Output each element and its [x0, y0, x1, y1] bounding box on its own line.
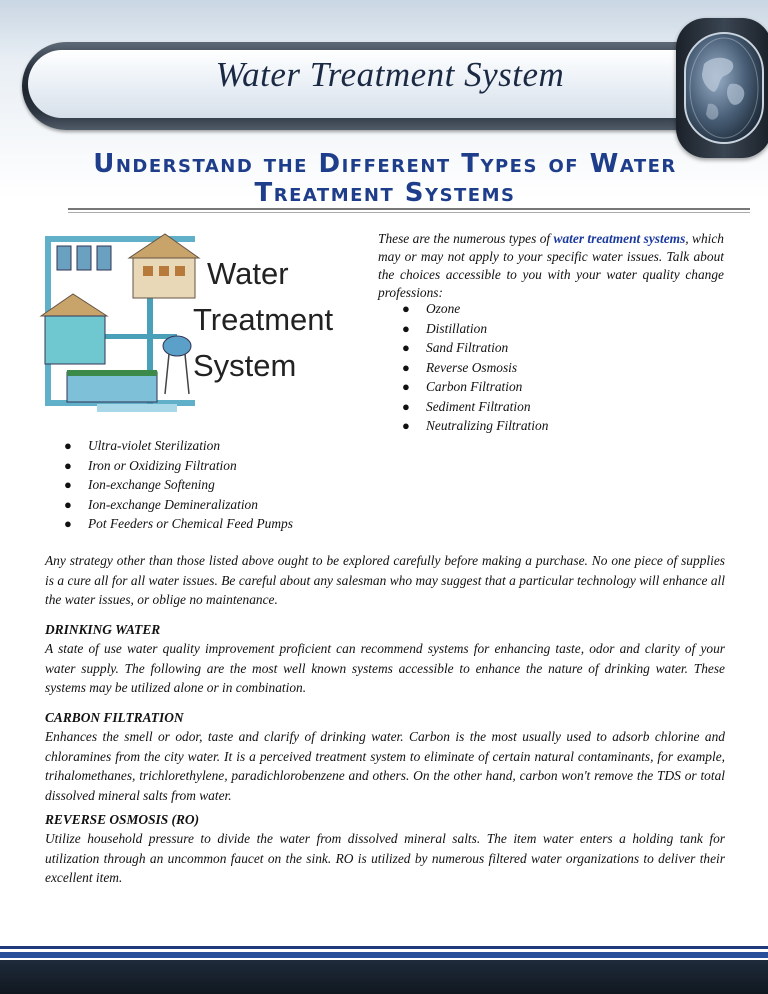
- bullet-icon: ●: [402, 320, 410, 336]
- reverse-osmosis-paragraph: Utilize household pressure to divide the water from dissolved mineral salts. The item water enters a holding tank for utilization through an uncommon faucet on the sink. RO is utilized by numerous filtered water organizations to deliver their excellent item.: [45, 831, 725, 885]
- list-item-label: Ultra-violet Sterilization: [88, 438, 221, 453]
- section-heading: Understand the Different Types of Water Treatment Systems: [93, 149, 677, 208]
- types-list-right: [400, 299, 548, 436]
- figure-label-line3: System: [193, 348, 297, 383]
- water-treatment-systems-link[interactable]: water treatment systems: [553, 231, 686, 246]
- types-list-left: [62, 436, 293, 534]
- heading-divider-thin: [68, 212, 750, 213]
- water-treatment-illustration: [37, 224, 367, 416]
- intro-prefix: These are the numerous types of: [378, 231, 554, 246]
- list-item: [62, 436, 293, 456]
- list-item-label: Ozone: [426, 301, 461, 316]
- drinking-water-paragraph: A state of use water quality improvement proficient can recommend systems for enhancing taste, odor and clarity of your water supply. The following are the most well known systems accessible to enhance the nature of drinking water. These systems may be utilized alone or in combination.: [45, 641, 725, 695]
- list-item-label: Iron or Oxidizing Filtration: [88, 457, 237, 473]
- bullet-icon: ●: [402, 340, 410, 355]
- carbon-filtration-paragraph: Enhances the smell or odor, taste and clarify of drinking water. Carbon is the most usually used to adsorb chlorine and chloramines from the city water. It is a perceived treatment system to eliminate of certain natural contaminants, for example, trihalomethanes, trichlorethylene, paradichlorobenzene and others. On the other hand, carbon won't remove the TDS or total dissolved mineral salts from water.: [45, 729, 725, 803]
- footer-rule-accent: [0, 952, 768, 958]
- bullet-icon: ●: [64, 477, 72, 492]
- bullet-icon: ●: [64, 457, 72, 473]
- bullet-icon: ●: [402, 379, 410, 394]
- list-item-label: Sediment Filtration: [426, 398, 531, 414]
- globe-icon: [684, 32, 764, 144]
- list-item-label: Sand Filtration: [426, 340, 509, 355]
- intro-paragraph: [378, 230, 724, 302]
- list-item-label: Carbon Filtration: [426, 379, 523, 394]
- bullet-icon: ●: [64, 438, 72, 453]
- caution-paragraph: Any strategy other than those listed above ought to be explored carefully before making a purchase. No one piece of supplies is a cure all for all water issues. Be careful about any salesman who may suggest that a particular technology will enhance all the water issues, or oblige no maintenance.: [45, 553, 725, 607]
- list-item: [400, 397, 548, 417]
- list-item: [62, 514, 293, 534]
- figure-label-line2: Treatment: [193, 302, 334, 337]
- footer-rule: [0, 946, 768, 949]
- bullet-icon: ●: [402, 359, 410, 375]
- intro-suffix: , which may or may not apply to your specific water issues. Talk about the choices accessible to you with your water quality change professions:: [378, 231, 725, 300]
- bullet-icon: ●: [402, 301, 410, 316]
- list-item-label: Ion-exchange Demineralization: [88, 496, 258, 512]
- bullet-icon: ●: [402, 398, 410, 414]
- list-item: [400, 299, 548, 319]
- list-item: [400, 377, 548, 397]
- bullet-icon: ●: [402, 418, 410, 433]
- carbon-filtration-heading: CARBON FILTRATION: [45, 710, 184, 725]
- list-item-label: Pot Feeders or Chemical Feed Pumps: [88, 516, 293, 531]
- bullet-icon: ●: [64, 516, 72, 531]
- reverse-osmosis-heading: REVERSE OSMOSIS (RO): [45, 812, 200, 827]
- list-item-label: Distillation: [426, 320, 488, 336]
- list-item: [62, 456, 293, 476]
- list-item: [400, 338, 548, 358]
- list-item: [400, 319, 548, 339]
- list-item: [62, 495, 293, 515]
- list-item: [62, 475, 293, 495]
- list-item: [400, 358, 548, 378]
- heading-divider: [68, 208, 750, 210]
- bullet-icon: ●: [64, 496, 72, 512]
- figure-label-line1: Water: [207, 256, 289, 291]
- drinking-water-heading: DRINKING WATER: [45, 622, 161, 637]
- list-item-label: Neutralizing Filtration: [426, 418, 549, 433]
- list-item-label: Reverse Osmosis: [426, 359, 518, 375]
- list-item: [400, 416, 548, 436]
- page-title: Water Treatment System: [215, 55, 565, 94]
- list-item-label: Ion-exchange Softening: [88, 477, 215, 492]
- footer-bar: [0, 960, 768, 994]
